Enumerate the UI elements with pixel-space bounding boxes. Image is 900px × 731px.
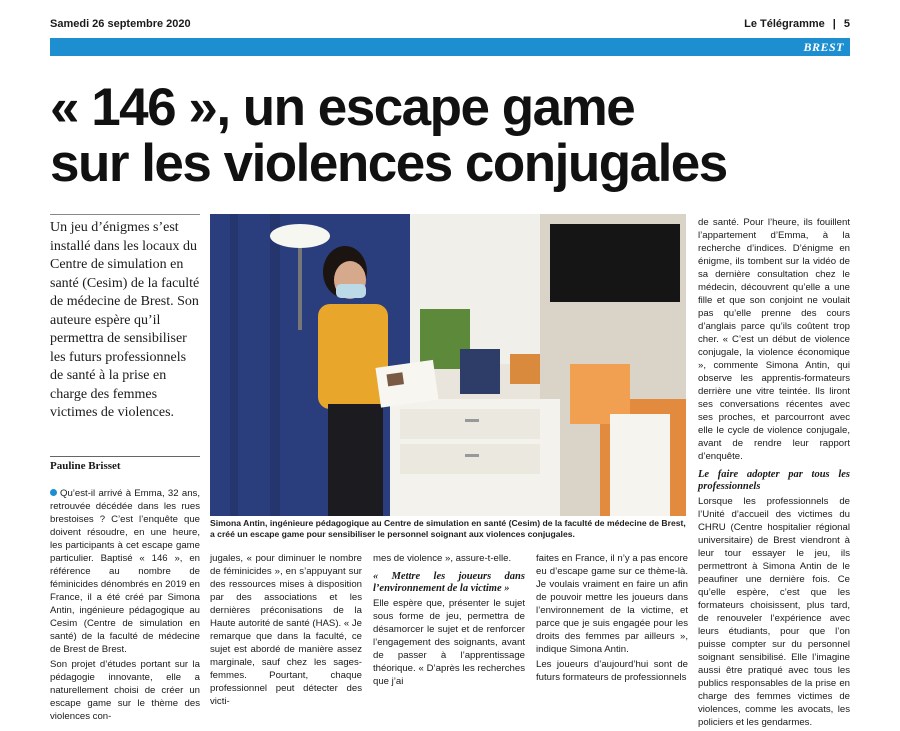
col4-paragraph-1: faites en France, il n’y a pas encore eu d’escape game sur ce thème-là. Je voulais vraiment en faire un afin de pouvoir mettre les joueurs dans l’environnement de la victime, et parce que je suis engagée pour les droits des femmes par ailleurs », indique Simona Antin. (536, 553, 688, 655)
col5-paragraph-1: de santé. Pour l’heure, ils fouillent l’appartement d’Emma, à la recherche d’indices. D’énigme en énigme, ils tombent sur la vidéo de sa dernière consultation chez le médecin, découvrent qu’elle a une fille et que son conjoint ne voulait pas qu’elle prenne des cours d’anglais parce qu’ils coûtent trop cher. « C’est un début de violence conjugale, la violence économique », commente Simona Antin, qui observe les apprentis-formateurs derrière une vitre teintée. Ils liront ses conversations récentes avec ses proches, et parcourront avec elle le cycle de violence conjugale, avant de rendre leur rapport d’enquête. (698, 217, 850, 462)
col1-paragraph-2: Son projet d’études portant sur la pédagogie innovante, elle a naturellement choisi de créer un escape game sur le thème des violences con- (50, 659, 200, 722)
headline-line-2: sur les violences conjugales (50, 134, 727, 193)
section-band (50, 38, 850, 56)
header-separator: | (832, 18, 836, 30)
col3-paragraph-2: Elle espère que, présenter le sujet sous forme de jeu, permettra de désamorcer le sujet et de renforcer l’engagement des soignants, avant de passer à l’apprentissage théorique. « D’après les recherches que j’ai (373, 598, 525, 687)
col5-paragraph-2: Lorsque les professionnels de l’Unité d’accueil des victimes du CHRU (Centre hospitalier régional universitaire) de Brest viendront à leur tour essayer le jeu, ils permettront à Simona Antin de le peaufiner une dernière fois. Ce qu’elle espère, c’est que les formateurs choisissent, plus tard, de renouveler l’expérience avec leurs étudiants, pour que l’on puisse compter sur du personnel soignant sensibilisé. Elle l’imagine aussi être pratiqué avec tous les publics responsables de la prise en charge des femmes victimes de violences, comme les avocats, les policiers et les gendarmes. (698, 496, 850, 728)
headline (50, 80, 870, 192)
text-column-2 (210, 552, 362, 710)
col2-paragraph: jugales, « pour diminuer le nombre de féminicides », en s’appuyant sur des ressources mises à disposition par des associations et les dernières préconisations de la Haute autorité de santé (HAS). « Je remarque que dans la faculté, ce sujet est abordé de manière assez marginale, sauf chez les sages-femmes. Pourtant, chaque professionnel peut détecter des victi- (210, 553, 362, 707)
issue-date: Samedi 26 septembre 2020 (50, 18, 191, 30)
bullet-icon (50, 489, 57, 496)
text-column-3 (373, 552, 525, 690)
page-header-right (744, 18, 850, 30)
text-column-4 (536, 552, 688, 686)
col4-paragraph-2: Les joueurs d’aujourd’hui sont de futurs formateurs de professionnels (536, 659, 688, 683)
section-label: BREST (803, 40, 844, 54)
newspaper-name: Le Télégramme (744, 18, 825, 30)
col3-paragraph-1: mes de violence », assure-t-elle. (373, 553, 512, 564)
headline-line-1: « 146 », un escape game (50, 78, 635, 137)
intertitle-2: Le faire adopter par tous les professionnels (698, 469, 850, 492)
article-lede: Un jeu d’énigmes s’est installé dans les locaux du Centre de simulation en santé (Cesim) de la faculté de médecine de Brest. Son auteure espère qu’il permettra de sensibiliser les futurs professionnels de santé à la prise en charge des femmes victimes de violences. (50, 214, 200, 423)
byline: Pauline Brisset (50, 460, 121, 472)
intertitle-1: « Mettre les joueurs dans l’environnement de la victime » (373, 571, 525, 594)
photo-illustration (210, 214, 686, 516)
text-column-5 (698, 216, 850, 731)
text-column-1 (50, 487, 200, 725)
photo-caption: Simona Antin, ingénieure pédagogique au Centre de simulation en santé (Cesim) de la faculté de médecine de Brest, a créé un escape game pour sensibiliser le personnel soignant aux violences conjugales. (210, 518, 686, 539)
page-number: 5 (843, 18, 850, 30)
article-photo (210, 214, 686, 516)
byline-divider (50, 456, 200, 457)
col1-paragraph-1: Qu’est-il arrivé à Emma, 32 ans, retrouvée décédée dans les rues brestoises ? C’est l’enquête que doivent résoudre, en une heure, les participants à cet escape game particulier. Baptisé « 146 », en référence au nombre de féminicides dénombrés en 2019 en France, il a été créé par Simona Antin, ingénieure pédagogique au Cesim (Centre de simulation en santé) de la faculté de médecine de Brest de Brest. (50, 488, 200, 655)
